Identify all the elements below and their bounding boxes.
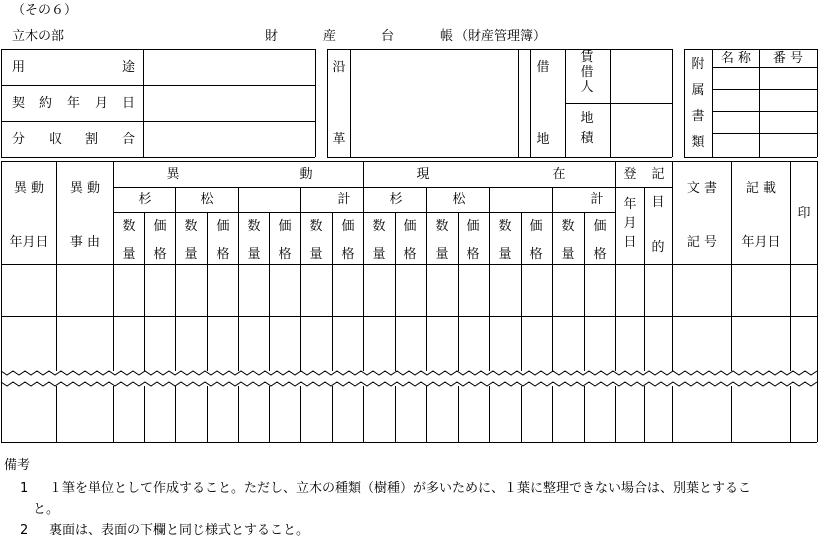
price-label-5b: 格 <box>403 247 417 262</box>
name-column-label: 名 称 <box>720 51 752 66</box>
price-label-8a: 価 <box>593 219 607 234</box>
price-label-2a: 価 <box>216 219 230 234</box>
price-label-7a: 価 <box>529 219 543 234</box>
seal-label: 印 <box>797 206 811 221</box>
current-cedar-label: 杉 <box>389 192 403 207</box>
current-pine-label: 松 <box>452 192 466 207</box>
price-label-1a: 価 <box>153 219 167 234</box>
use-label-2: 途 <box>122 60 136 75</box>
contract-date-5: 日 <box>122 96 136 111</box>
notes-heading: 備考 <box>4 458 31 473</box>
change-total-label: 計 <box>337 192 351 207</box>
registration-date-label: 年月日 <box>623 197 637 250</box>
note-2-number: 2 <box>20 523 29 538</box>
share-ratio-4: 合 <box>122 132 136 147</box>
qty-label-6a: 数 <box>435 219 449 234</box>
series-label: （その６） <box>12 3 78 18</box>
price-label-6b: 格 <box>466 247 480 262</box>
entry-date-label-1: 記 載 <box>745 181 777 196</box>
change-header-1: 異 <box>166 167 180 182</box>
area-label: 地積 <box>580 111 594 147</box>
qty-label-2b: 量 <box>184 247 198 262</box>
note-1-continuation: と。 <box>33 502 60 517</box>
purpose-label-2: 的 <box>651 240 665 255</box>
current-header-2: 在 <box>552 167 566 182</box>
history-top: 沿 <box>332 60 346 75</box>
price-label-4a: 価 <box>341 219 355 234</box>
note-1-number: 1 <box>20 481 29 496</box>
current-total-label: 計 <box>590 192 604 207</box>
note-1-text: １筆を単位として作成すること。ただし、立木の種類（樹種）が多いために、１葉に整理できない場合は、別葉とするこ <box>49 481 752 496</box>
price-label-8b: 格 <box>593 247 607 262</box>
entry-date-label-2: 年月日 <box>741 235 781 250</box>
use-label-1: 用 <box>12 60 26 75</box>
section-label: 立木の部 <box>12 29 65 44</box>
registration-label-2: 記 <box>651 167 665 182</box>
price-label-1b: 格 <box>153 247 167 262</box>
qty-label-8b: 量 <box>561 247 575 262</box>
qty-label-4b: 量 <box>309 247 323 262</box>
price-label-4b: 格 <box>341 247 355 262</box>
qty-label-7a: 数 <box>498 219 512 234</box>
borrowed-land-bottom: 地 <box>536 132 550 147</box>
price-label-3a: 価 <box>278 219 292 234</box>
history-bottom: 革 <box>332 132 346 147</box>
qty-label-1b: 量 <box>122 247 136 262</box>
borrowed-land-top: 借 <box>536 60 550 75</box>
qty-label-3a: 数 <box>247 219 261 234</box>
title-char-4: 帳 <box>440 29 454 44</box>
change-reason-label-2: 事 由 <box>69 235 101 250</box>
purpose-label-1: 目 <box>651 195 665 210</box>
price-label-2b: 格 <box>216 247 230 262</box>
title-char-2: 産 <box>323 29 337 44</box>
price-label-6a: 価 <box>466 219 480 234</box>
lessor-label: 賃借人 <box>580 50 594 95</box>
document-no-label-2: 記 号 <box>686 235 718 250</box>
qty-label-5a: 数 <box>372 219 386 234</box>
qty-label-4a: 数 <box>309 219 323 234</box>
attached-docs-3: 書 <box>691 109 705 124</box>
attached-docs-4: 類 <box>691 135 705 150</box>
contract-date-2: 約 <box>39 96 53 111</box>
qty-label-7b: 量 <box>498 247 512 262</box>
contract-date-4: 月 <box>95 96 109 111</box>
qty-label-6b: 量 <box>435 247 449 262</box>
attached-docs-1: 附 <box>691 57 705 72</box>
note-2-text: 裏面は、表面の下欄と同じ様式とすること。 <box>49 523 310 538</box>
document-no-label-1: 文 書 <box>686 181 718 196</box>
change-cedar-label: 杉 <box>138 192 152 207</box>
change-date-label-1: 異 動 <box>13 181 45 196</box>
title-char-1: 財 <box>265 29 279 44</box>
qty-label-1a: 数 <box>122 219 136 234</box>
title-paren: （財産管理簿） <box>455 29 547 44</box>
current-header-1: 現 <box>416 167 430 182</box>
contract-date-1: 契 <box>12 96 26 111</box>
title-char-3: 台 <box>381 29 395 44</box>
change-date-label-2: 年月日 <box>9 235 49 250</box>
qty-label-8a: 数 <box>561 219 575 234</box>
price-label-3b: 格 <box>278 247 292 262</box>
share-ratio-3: 割 <box>85 132 99 147</box>
share-ratio-1: 分 <box>12 132 26 147</box>
attached-docs-2: 属 <box>691 83 705 98</box>
number-column-label: 番 号 <box>772 51 804 66</box>
qty-label-5b: 量 <box>372 247 386 262</box>
price-label-5a: 価 <box>403 219 417 234</box>
contract-date-3: 年 <box>67 96 81 111</box>
change-pine-label: 松 <box>200 192 214 207</box>
registration-label-1: 登 <box>623 167 637 182</box>
change-reason-label-1: 異 動 <box>69 181 101 196</box>
change-header-2: 動 <box>299 167 313 182</box>
qty-label-3b: 量 <box>247 247 261 262</box>
price-label-7b: 格 <box>529 247 543 262</box>
share-ratio-2: 収 <box>49 132 63 147</box>
qty-label-2a: 数 <box>184 219 198 234</box>
